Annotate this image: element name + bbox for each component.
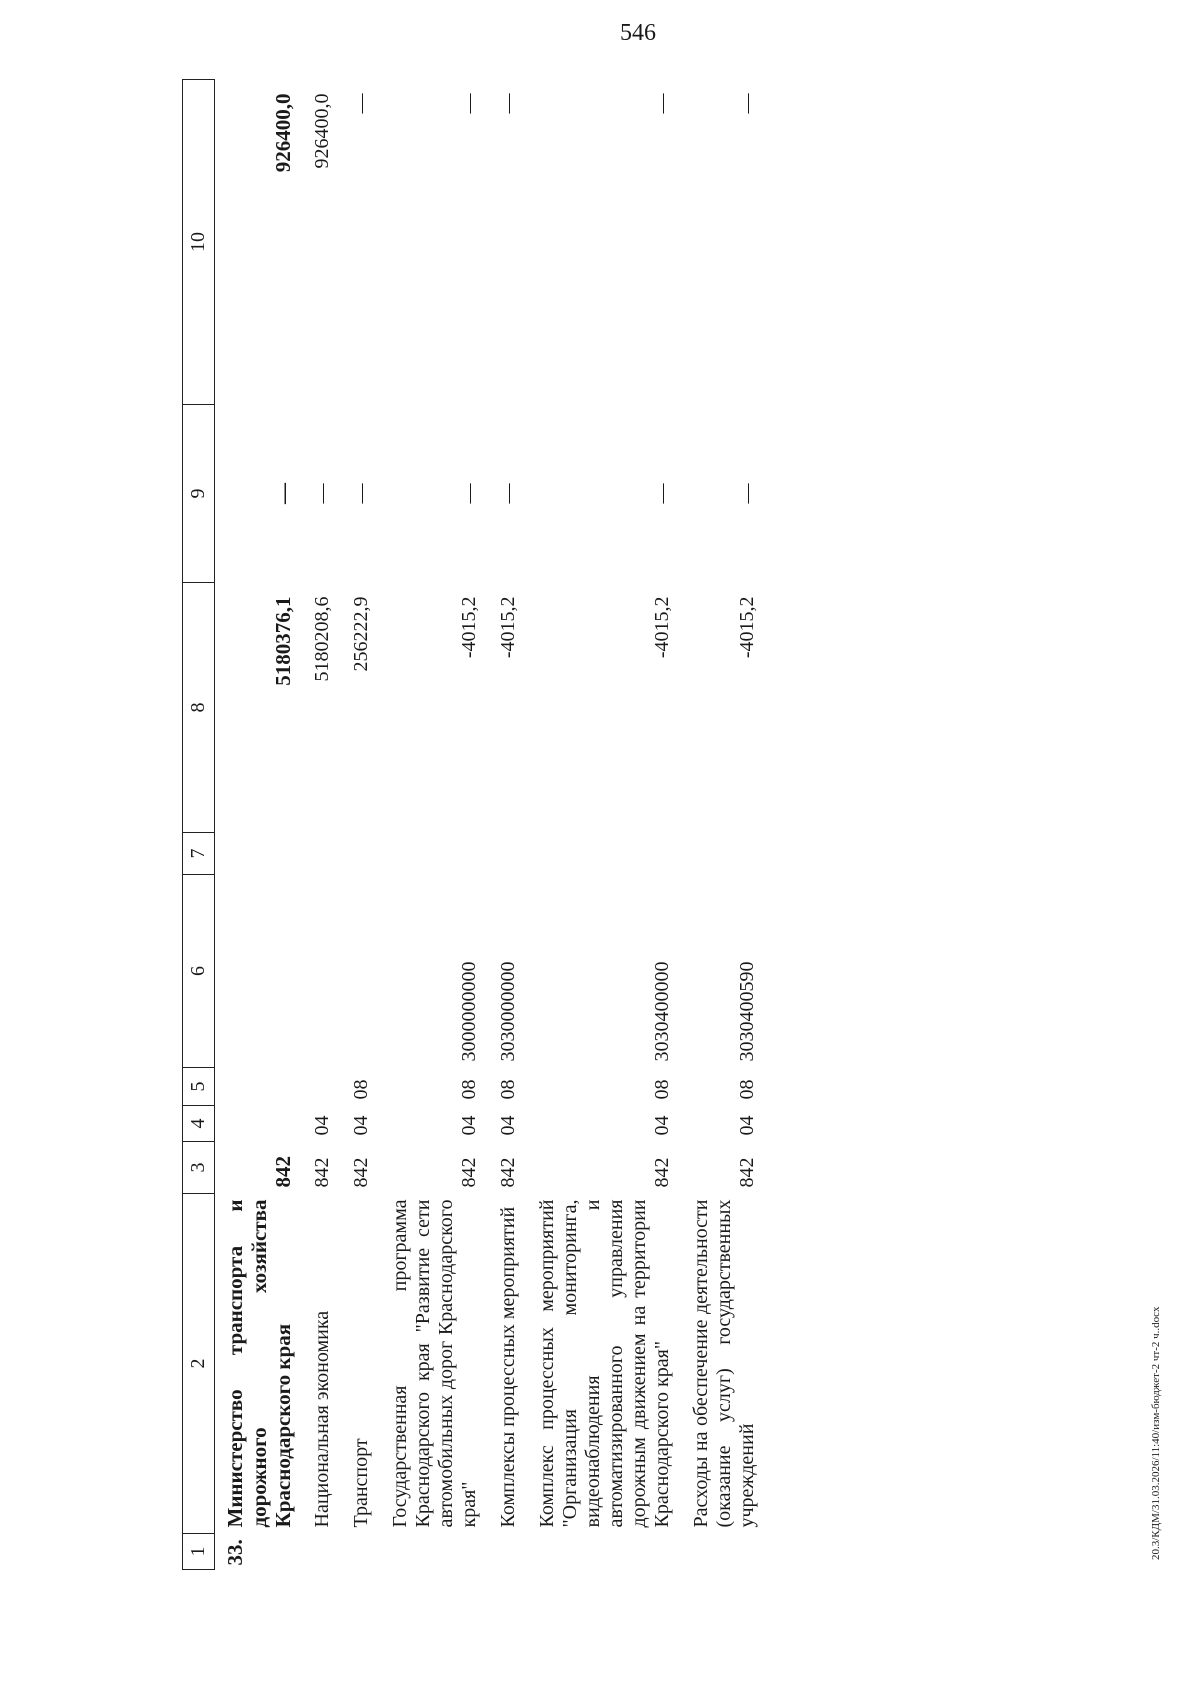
table-row — [303, 80, 342, 1570]
row-number — [682, 1534, 767, 1570]
amount-col-9: — — [497, 483, 520, 504]
target-article-code: 3030400000 — [651, 961, 674, 1062]
amount-col-10: 926400,0 — [311, 93, 334, 169]
subsection-code: 08 — [651, 1079, 674, 1100]
amount-col-8: -4015,2 — [497, 596, 520, 659]
col-header-8: 8 — [183, 583, 215, 833]
expense-type-code — [528, 833, 682, 875]
row-name: Государственная программа Краснодарского края "Развитие сети автомобильных дорог Краснодарского края" — [389, 1199, 481, 1528]
amount-col-10: — — [350, 93, 373, 114]
amount-col-9: — — [651, 483, 674, 504]
ved-code: 842 — [736, 1157, 759, 1188]
target-article-code: 3030000000 — [497, 961, 520, 1062]
target-article-code — [303, 875, 342, 1068]
row-name: Министерство транспорта и дорожного хозяйства Краснодарского края — [223, 1199, 296, 1528]
section-code: 04 — [311, 1115, 334, 1136]
row-name: Транспорт — [350, 1438, 373, 1528]
col-header-9: 9 — [183, 405, 215, 583]
amount-col-9: — — [311, 483, 334, 504]
col-header-3: 3 — [183, 1142, 215, 1194]
row-number — [528, 1534, 682, 1570]
table-row — [489, 80, 528, 1570]
section-code — [215, 1106, 304, 1142]
document-footer: 20.3/КДМ/31.03.2026/11:40/изм-бюджет-2 чт-2 ч..docx — [1150, 1306, 1162, 1560]
col-header-2: 2 — [183, 1194, 215, 1534]
col-header-7: 7 — [183, 833, 215, 875]
row-name: Комплексы процессных мероприятий — [497, 1206, 520, 1528]
amount-col-9: — — [271, 483, 296, 504]
row-number — [303, 1534, 342, 1570]
amount-col-8: 5180376,1 — [271, 596, 296, 686]
subsection-code: 08 — [458, 1079, 481, 1100]
table-row — [342, 80, 381, 1570]
table-row — [215, 80, 304, 1570]
row-number — [381, 1534, 489, 1570]
subsection-code: 08 — [350, 1079, 373, 1100]
col-header-5: 5 — [183, 1068, 215, 1106]
target-article-code: 3030400590 — [736, 961, 759, 1062]
target-article-code: 3000000000 — [458, 961, 481, 1062]
ved-code: 842 — [458, 1157, 481, 1188]
row-number: 33. — [223, 1539, 247, 1566]
expense-type-code — [342, 833, 381, 875]
amount-col-8: 256222,9 — [350, 596, 373, 672]
amount-col-9: — — [736, 483, 759, 504]
ved-code: 842 — [271, 1156, 296, 1188]
col-header-4: 4 — [183, 1106, 215, 1142]
expense-type-code — [682, 833, 767, 875]
amount-col-8: 5180208,6 — [311, 596, 334, 682]
ved-code: 842 — [497, 1157, 520, 1188]
expense-type-code — [381, 833, 489, 875]
subsection-code: 08 — [497, 1079, 520, 1100]
amount-col-10: — — [497, 93, 520, 114]
expense-type-code — [489, 833, 528, 875]
subsection-code: 08 — [736, 1079, 759, 1100]
amount-col-8: -4015,2 — [736, 596, 759, 659]
row-name: Комплекс процессных мероприятий "Организация мониторинга, видеонаблюдения и автоматизированного управления дорожным движением на территории Краснодарского края" — [536, 1199, 674, 1528]
row-name: Расходы на обеспечение деятельности (оказание услуг) государственных учреждений — [690, 1199, 759, 1528]
ved-code: 842 — [311, 1157, 334, 1188]
table-row — [682, 80, 767, 1570]
amount-col-10: 926400,0 — [271, 93, 296, 173]
amount-col-10: — — [651, 93, 674, 114]
section-code: 04 — [350, 1115, 373, 1136]
budget-table — [182, 79, 767, 1570]
page-number: 546 — [620, 20, 656, 46]
section-code: 04 — [736, 1115, 759, 1136]
ved-code: 842 — [350, 1157, 373, 1188]
row-number — [489, 1534, 528, 1570]
expense-type-code — [303, 833, 342, 875]
table-row — [528, 80, 682, 1570]
target-article-code — [342, 875, 381, 1068]
amount-col-9: — — [458, 483, 481, 504]
amount-col-8: -4015,2 — [651, 596, 674, 659]
rotated-budget-table — [182, 80, 1017, 1570]
col-header-6: 6 — [183, 875, 215, 1068]
subsection-code — [215, 1068, 304, 1106]
target-article-code — [215, 875, 304, 1068]
section-code: 04 — [651, 1115, 674, 1136]
col-header-10: 10 — [183, 80, 215, 405]
col-header-1: 1 — [183, 1534, 215, 1570]
subsection-code — [303, 1068, 342, 1106]
amount-col-10: — — [736, 93, 759, 114]
ved-code: 842 — [651, 1157, 674, 1188]
section-code: 04 — [497, 1115, 520, 1136]
table-row — [381, 80, 489, 1570]
section-code: 04 — [458, 1115, 481, 1136]
amount-col-10: — — [458, 93, 481, 114]
amount-col-8: -4015,2 — [458, 596, 481, 659]
column-number-row — [183, 80, 215, 1570]
amount-col-9: — — [350, 483, 373, 504]
expense-type-code — [215, 833, 304, 875]
row-number — [342, 1534, 381, 1570]
row-name: Национальная экономика — [311, 1310, 334, 1528]
